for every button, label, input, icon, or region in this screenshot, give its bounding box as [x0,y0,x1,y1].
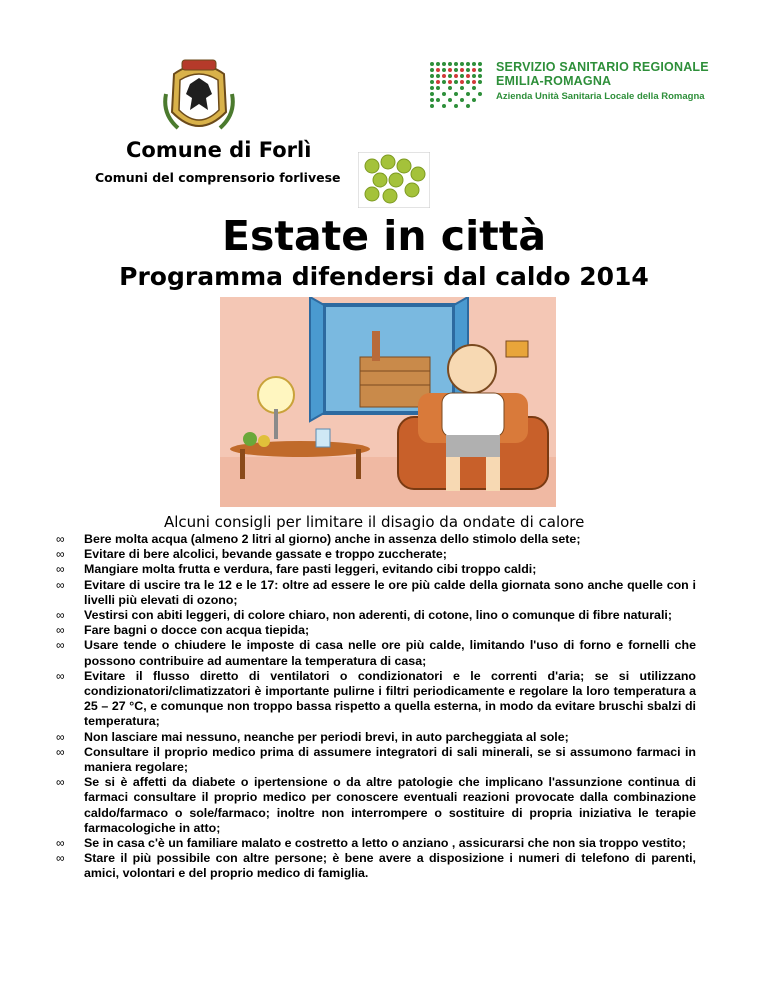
tip-text: Evitare di uscire tra le 12 e le 17: oltre ad essere le ore più calde della giornata sono anche quelle con i livelli più elevati di ozono; [84,577,696,607]
bullet-icon: ∞ [56,744,65,759]
list-item [56,744,696,775]
tip-text: Non lasciare mai nessuno, neanche per periodi brevi, in auto parcheggiata al sole; [84,729,569,744]
ssr-dots-logo [428,60,490,112]
tips-list [56,532,696,882]
bullet-icon: ∞ [56,775,65,790]
list-item [56,547,696,562]
tip-text: Stare il più possibile con altre persone; è bene avere a disposizione i numeri di telefono di parenti, amici, volontari e del proprio medico di famiglia. [84,851,696,881]
ssr-line1: SERVIZIO SANITARIO REGIONALE [496,60,709,74]
bullet-icon: ∞ [56,562,65,577]
bullet-icon: ∞ [56,608,65,623]
ssr-line3: Azienda Unità Sanitaria Locale della Romagna [496,91,705,102]
tip-text: Se in casa c'è un familiare malato e costretto a letto o anziano , assicurarsi che non sia troppo vestito; [84,836,687,851]
tip-text: Evitare di bere alcolici, bevande gassate e troppo zuccherate; [84,547,447,562]
ssr-line2: EMILIA-ROMAGNA [496,74,612,88]
comprensorio-logo [358,152,430,208]
list-item [56,608,696,623]
list-item [56,623,696,638]
ssr-title [496,60,709,103]
list-item [56,851,696,881]
tip-text: Vestirsi con abiti leggeri, di colore chiaro, non aderenti, di cotone, lino o comunque di fibre naturali; [84,608,672,623]
bullet-icon: ∞ [56,532,65,546]
list-item [56,638,696,668]
bullet-icon: ∞ [56,836,65,851]
comuni-subtitle: Comuni del comprensorio forlivese [95,170,341,185]
tip-text: Usare tende o chiudere le imposte di casa nelle ore più calde, limitando l'uso di forno e fornelli che possono contribuire ad aumentare la temperatura di casa; [84,638,696,668]
tip-text: Bere molta acqua (almeno 2 litri al giorno) anche in assenza dello stimolo della sete; [84,532,581,546]
list-item [56,532,696,547]
tip-text: Consultare il proprio medico prima di assumere integratori di sali minerali, se si assumono farmaci in maniera regolare; [84,744,696,775]
page-subtitle: Programma difendersi dal caldo 2014 [119,262,649,291]
list-item [56,775,696,836]
page-title: Estate in città [221,212,547,260]
tip-text: Mangiare molta frutta e verdura, fare pasti leggeri, evitando cibi troppo caldi; [84,562,537,577]
summer-room-illustration [220,297,556,507]
list-item [56,668,696,730]
tip-text: Se si è affetti da diabete o ipertensione o da altre patologie che implicano l'assunzione continua di farmaci consultare il proprio medico per conoscere eventuali reazioni provocate dalla combinazione caldo/farmaco o sole/farmaco; inoltre non interrompere o sostituire di propria iniziativa le terapie farmacologiche in atto; [84,775,696,835]
comune-title: Comune di Forlì [126,138,312,162]
bullet-icon: ∞ [56,729,65,744]
bullet-icon: ∞ [56,668,65,683]
bullet-icon: ∞ [56,638,65,653]
tip-text: Evitare il flusso diretto di ventilatori o condizionatori e le correnti d'aria; se si utilizzano condizionatori/climatizzatori è importante pulirne i filtri periodicamente e regolare la loro temperatura a 25 – 27 °C, e comunque non troppo bassa rispetto a quella esterna, in modo da evitare bruschi sbalzi di temperatura; [84,668,696,729]
bullet-icon: ∞ [56,547,65,562]
list-item [56,836,696,851]
bullet-icon: ∞ [56,623,65,638]
tips-intro: Alcuni consigli per limitare il disagio da ondate di calore [164,513,585,531]
list-item [56,577,696,608]
forli-crest-logo [160,54,238,142]
list-item [56,562,696,577]
bullet-icon: ∞ [56,851,65,866]
list-item [56,729,696,745]
tip-text: Fare bagni o docce con acqua tiepida; [84,623,310,638]
bullet-icon: ∞ [56,577,65,592]
